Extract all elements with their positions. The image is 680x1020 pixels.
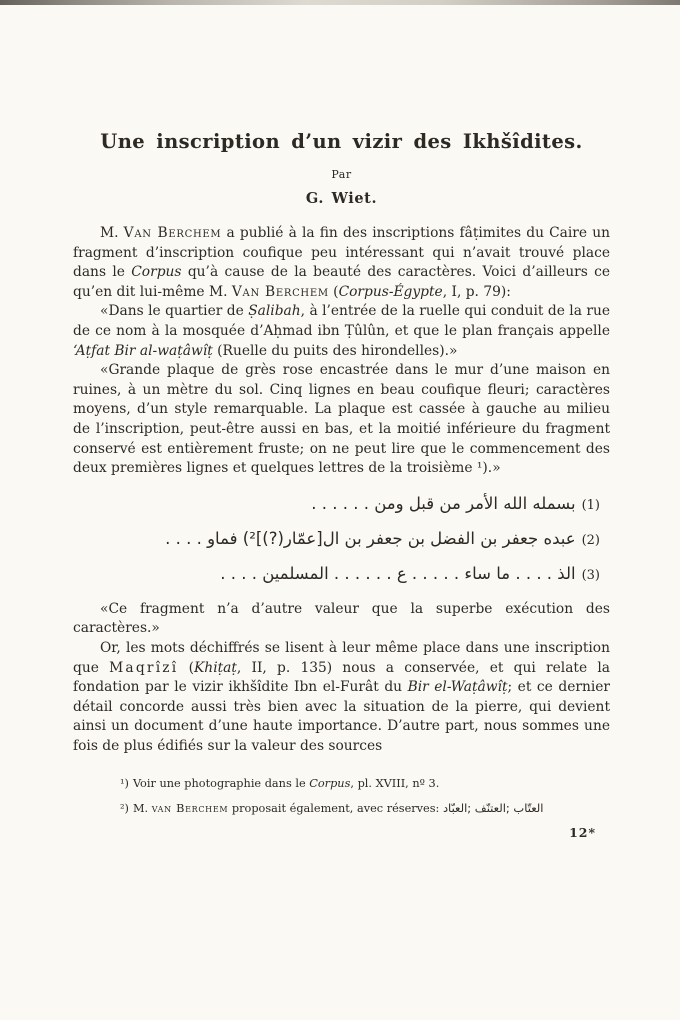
line-number: (3): [581, 567, 600, 583]
text-segment: Voir une photographie dans le: [132, 777, 310, 791]
arabic-inscription-line: [73, 522, 600, 557]
text-segment: Van Berchem: [123, 225, 222, 241]
text-segment: ; et ce dernier détail concorde aussi très bien avec la situation de la pierre, qui devient ainsi un document d’une haute importance. D’autre part, nous sommes une fois de plus édifiés sur la valeur des sources: [73, 679, 611, 754]
text-segment: العتّاب ;العتنّف ;العبّاد: [442, 801, 544, 816]
arabic-inscription-line: [73, 557, 600, 592]
paragraph: [73, 361, 610, 479]
text-segment: Corpus: [309, 777, 351, 791]
arabic-inscription-line: [73, 487, 600, 522]
text-segment: Ṣalibah: [248, 303, 301, 320]
author-name: G. Wiet.: [305, 190, 378, 207]
text-segment: (: [328, 283, 339, 300]
text-segment: van Berchem: [151, 802, 229, 816]
footnotes: [73, 776, 610, 817]
paragraph: [73, 224, 610, 302]
footnote: [120, 800, 610, 817]
text-segment: (: [178, 659, 194, 676]
footnote-marker: ²): [120, 802, 129, 816]
text-segment: «Ce fragment n’a d’autre valeur que la superbe exécution des caractères.»: [73, 600, 610, 637]
line-number: (2): [581, 532, 600, 548]
text-segment: «Grande plaque de grès rose encastrée dans le mur d’une maison en ruines, à un mètre du sol. Cinq lignes en beau coufique fleuri; caractères moyens, d’un style remarquable. La plaque est cassée à gauche au milieu de l’inscription, peut-être aussi en bas, et la moitié inférieure du fragment conservé est entièrement fruste; on ne peut lire que le commencement des deux premières lignes et quelques lettres de la troisième ¹).»: [73, 362, 610, 477]
text-segment: , pl. XVIII, nº 3.: [350, 777, 440, 791]
paragraph: [73, 600, 610, 639]
arabic-text: الذ . . . . ما ساء . . . . . ع . . . . . . المسلمين . . . .: [220, 563, 576, 583]
text-segment: , I, p. 79):: [442, 283, 511, 300]
text-segment: M.: [132, 802, 152, 816]
paragraph: [73, 302, 610, 361]
text-segment: , II, p. 135) nous a conservée, et qui relate la fondation par le vizir ikhšîdite Ibn el-Furât du: [73, 659, 610, 696]
text-segment: Khiṭaṭ: [194, 659, 237, 676]
text-segment: Or, les mots déchiffrés se lisent à leur même place dans une inscription que: [73, 639, 610, 676]
text-segment: «Dans le quartier de: [100, 303, 249, 320]
text-segment: Corpus: [131, 264, 182, 281]
content-flow: [73, 224, 610, 756]
page-number: 12*: [569, 825, 596, 841]
footnote-marker: ¹): [120, 777, 129, 791]
line-number: (1): [581, 497, 600, 513]
text-segment: Van Berchem: [231, 283, 329, 300]
scan-edge-artifact: [0, 0, 680, 5]
text-segment: , à l’entrée de la ruelle qui conduit de la rue de ce nom à la mosquée d’Aḥmad ibn Ṭûlûn, et que le plan français appelle: [73, 303, 610, 339]
text-segment: M.: [100, 225, 124, 241]
arabic-text: عبده جعفر بن الفضل بن جعفر بن ال[عمّار(?)]²) فماو . . . .: [165, 528, 576, 548]
arabic-text: بسمله الله الأمر من قبل ومن . . . . . .: [311, 493, 576, 513]
page-content: [73, 130, 610, 840]
text-segment: Bir el-Waṭâwîṭ: [407, 679, 508, 696]
text-segment: a publié à la fin des inscriptions fâṭimites du Caire un fragment d’inscription coufique peu intéressant qui n’avait trouvé place dans le: [73, 225, 610, 281]
footnote: [120, 776, 610, 792]
text-segment: ‘Aṭfat Bir al-waṭâwîṭ: [73, 342, 213, 359]
text-segment: qu’à cause de la beauté des caractères. Voici d’ailleurs ce qu’en dit lui-même M.: [73, 264, 610, 300]
text-segment: (Ruelle du puits des hirondelles).»: [212, 342, 458, 359]
paragraph: [73, 639, 610, 757]
article-title: Une inscription d’un vizir des Ikhšîdites.: [100, 130, 583, 153]
text-segment: proposait également, avec réserves:: [228, 802, 443, 816]
text-segment: Maqrîzî: [109, 659, 179, 676]
text-segment: Corpus-Égypte: [338, 283, 443, 300]
arabic-inscription-block: [73, 487, 610, 592]
byline-label: Par: [331, 168, 352, 181]
